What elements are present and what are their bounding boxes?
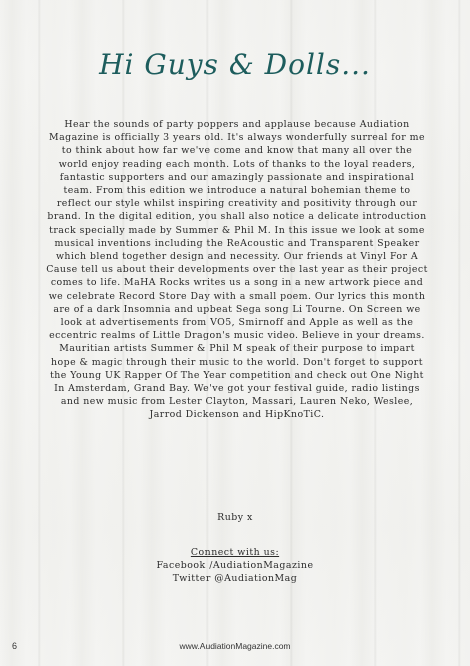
facebook-handle: Facebook /AudiationMagazine [156,560,314,572]
page-title: Hi Guys & Dolls... [99,48,371,81]
page-number: 6 [12,641,18,651]
twitter-handle: Twitter @AudiationMag [172,573,298,585]
connect-heading: Connect with us: [190,547,280,558]
editor-letter-body: Hear the sounds of party poppers and applause because Audiation Magazine is officially 3 years old. It's always wonderfully surreal for me to think about how far we've come and know that many all over the world enjoy reading each month. Lots of thanks to the loyal readers, fantastic supporters and our amazingly passionate and inspirational team. From this edition we introduce a natural bohemian theme to reflect our style whilst inspiring creativity and positivity through our brand. In the digital edition, you shall also notice a delicate introduction track specially made by Summer & Phil M. In this issue we look at some musical inventions including the ReAcoustic and Transparent Speaker which blend together design and necessity. Our friends at Vinyl For A Cause tell us about their developments over the last year as their project comes to life. MaHA Rocks writes us a song in a new artwork piece and we celebrate Record Store Day with a small poem. Our lyrics this month are of a dark Insomnia and upbeat Sega song Li Tourne. On Screen we look at advertisements from VO5, Smirnoff and Apple as well as the eccentric realms of Little Dragon's music video. Believe in your dreams. Mauritian artists Summer & Phil M speak of their purpose to impart hope & magic through their music to the world. Don't forget to support the Young UK Rapper Of The Year competition and check out One Night In Amsterdam, Grand Bay. We've got your festival guide, radio listings and new music from Lester Clayton, Massari, Lauren Neko, Weslee, Jarrod Dickenson and HipKnoTiC. [46,119,428,421]
footer-url: www.AudiationMagazine.com [179,641,291,651]
signature: Ruby x [217,512,253,523]
connect-section [0,546,470,586]
